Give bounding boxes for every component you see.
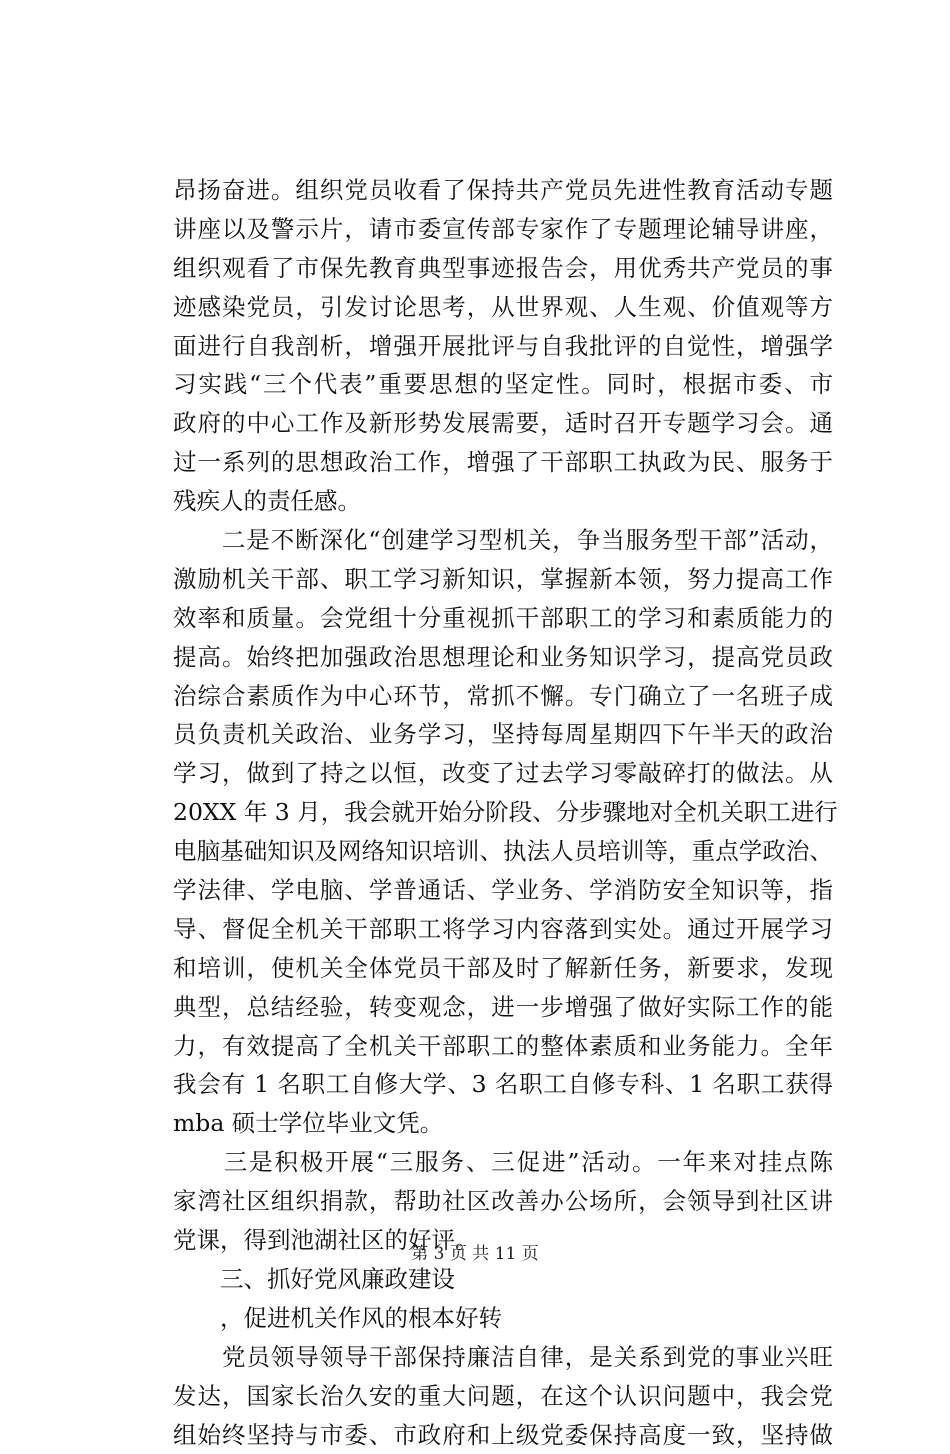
text-line: 电脑基础知识及网络知识培训、执法人员培训等，重点学政治、	[173, 832, 833, 871]
text-line: 迹感染党员，引发讨论思考，从世界观、人生观、价值观等方	[173, 288, 833, 327]
text-line: 提高。始终把加强政治思想理论和业务知识学习，提高党员政	[173, 638, 833, 677]
text-line: 20XX 年 3 月，我会就开始分阶段、分步骤地对全机关职工进行	[173, 793, 833, 832]
text-line: 治综合素质作为中心环节，常抓不懈。专门确立了一名班子成	[173, 677, 833, 716]
text-line: 员负责机关政治、业务学习，坚持每周星期四下午半天的政治	[173, 715, 833, 754]
text-line: 政府的中心工作及新形势发展需要，适时召开专题学习会。通	[173, 404, 833, 443]
text-line: 讲座以及警示片，请市委宣传部专家作了专题理论辅导讲座，	[173, 210, 833, 249]
text-line: 三是积极开展“三服务、三促进”活动。一年来对挂点陈	[173, 1143, 833, 1182]
text-line: 效率和质量。会党组十分重视抓干部职工的学习和素质能力的	[173, 599, 833, 638]
text-line: 党课，得到池湖社区的好评。	[173, 1221, 833, 1260]
text-line: 过一系列的思想政治工作，增强了干部职工执政为民、服务于	[173, 443, 833, 482]
text-line: 我会有 1 名职工自修大学、3 名职工自修专科、1 名职工获得	[173, 1065, 833, 1104]
text-line: 组织观看了市保先教育典型事迹报告会，用优秀共产党员的事	[173, 249, 833, 288]
text-line: 导、督促全机关干部职工将学习内容落到实处。通过开展学习	[173, 910, 833, 949]
text-line: 组始终坚持与市委、市政府和上级党委保持高度一致，坚持做	[173, 1416, 833, 1454]
text-line: 党员领导领导干部保持廉洁自律，是关系到党的事业兴旺	[173, 1338, 833, 1377]
text-line: 残疾人的责任感。	[173, 482, 833, 521]
text-line: 面进行自我剖析，增强开展批评与自我批评的自觉性，增强学	[173, 327, 833, 366]
page-footer: 第 3 页 共 11 页	[0, 1243, 950, 1265]
text-line: 三、抓好党风廉政建设	[173, 1260, 833, 1299]
text-line: 学习，做到了持之以恒，改变了过去学习零敲碎打的做法。从	[173, 754, 833, 793]
text-line: 昂扬奋进。组织党员收看了保持共产党员先进性教育活动专题	[173, 171, 833, 210]
text-line: 和培训，使机关全体党员干部及时了解新任务，新要求，发现	[173, 949, 833, 988]
text-line: 力，有效提高了全机关干部职工的整体素质和业务能力。全年	[173, 1027, 833, 1066]
text-line: 习实践“三个代表”重要思想的坚定性。同时，根据市委、市	[173, 365, 833, 404]
text-line: 学法律、学电脑、学普通话、学业务、学消防安全知识等，指	[173, 871, 833, 910]
text-line: 典型，总结经验，转变观念，进一步增强了做好实际工作的能	[173, 988, 833, 1027]
text-line: 发达，国家长治久安的重大问题，在这个认识问题中，我会党	[173, 1377, 833, 1416]
text-line: ，促进机关作风的根本好转	[173, 1299, 833, 1338]
text-line: 家湾社区组织捐款，帮助社区改善办公场所，会领导到社区讲	[173, 1182, 833, 1221]
text-line: 激励机关干部、职工学习新知识，掌握新本领，努力提高工作	[173, 560, 833, 599]
text-line: 二是不断深化“创建学习型机关，争当服务型干部”活动，	[173, 521, 833, 560]
text-line: mba 硕士学位毕业文凭。	[173, 1104, 833, 1143]
